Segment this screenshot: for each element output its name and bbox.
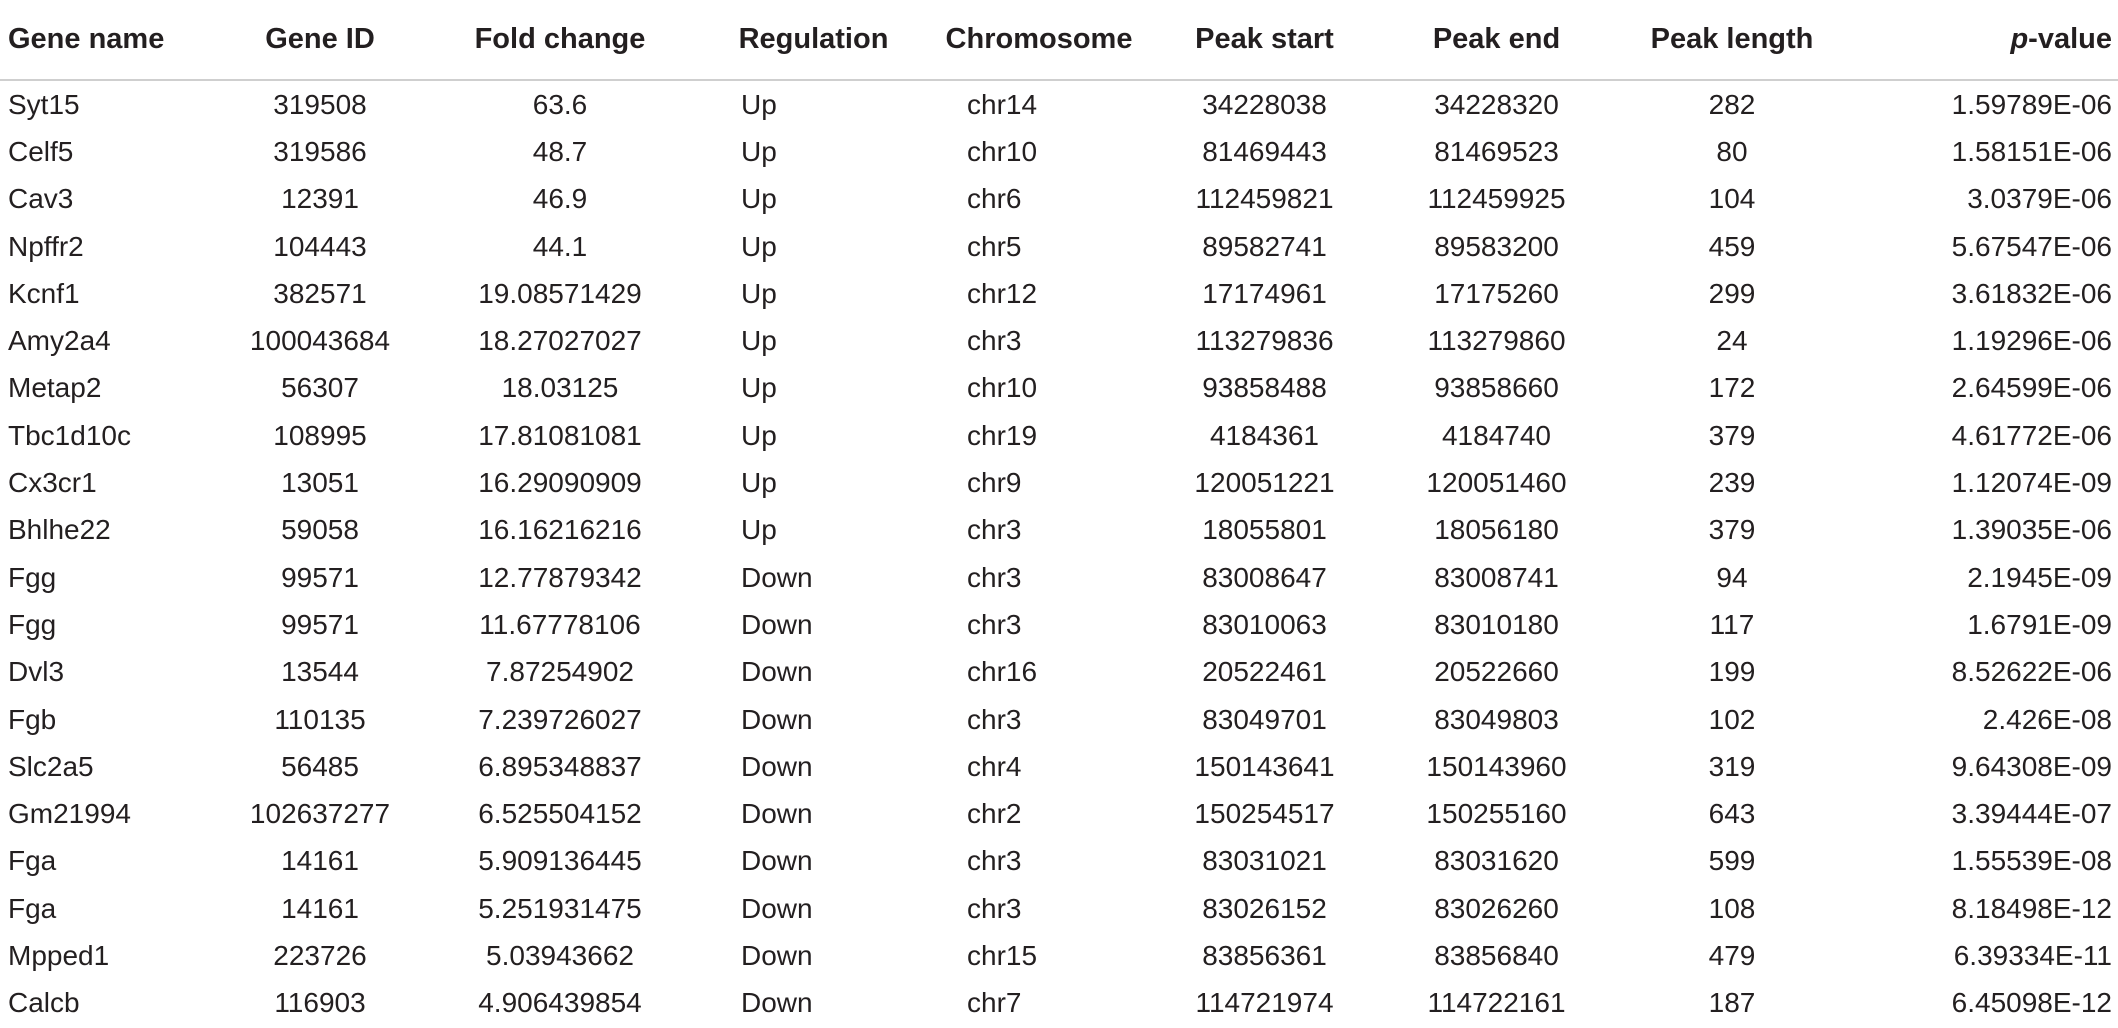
cell-gene-id: 100043684 — [249, 325, 391, 357]
header-chromosome: Chromosome — [927, 0, 1151, 80]
table-row — [0, 459, 2118, 506]
table-row — [0, 601, 2118, 648]
cell-peak-end: 83856840 — [1434, 939, 1559, 971]
cell-peak-length: 239 — [1708, 467, 1756, 499]
cell-p-value: 1.55539E-08 — [1951, 845, 2112, 877]
cell-peak-length: 172 — [1708, 372, 1756, 404]
cell-gene-id: 108995 — [273, 419, 367, 451]
cell-gene-id: 319508 — [273, 88, 367, 120]
cell-peak-end: 83008741 — [1434, 561, 1559, 593]
header-regulation: Regulation — [700, 0, 927, 80]
table-row — [0, 317, 2118, 364]
cell-gene-name: Tbc1d10c — [8, 419, 131, 451]
table-row — [0, 412, 2118, 459]
cell-peak-length: 108 — [1708, 892, 1756, 924]
table-row — [0, 270, 2118, 317]
table-row — [0, 176, 2118, 223]
cell-peak-start: 34228038 — [1202, 88, 1327, 120]
cell-peak-length: 643 — [1708, 798, 1756, 830]
header-p-italic: p — [2010, 23, 2029, 55]
cell-p-value: 9.64308E-09 — [1951, 750, 2112, 782]
table-row — [0, 696, 2118, 743]
table-row — [0, 932, 2118, 979]
cell-peak-end: 83031620 — [1434, 845, 1559, 877]
cell-regulation: Down — [741, 892, 813, 924]
cell-gene-name: Gm21994 — [8, 798, 131, 830]
cell-peak-length: 459 — [1708, 230, 1756, 262]
cell-fold-change: 18.27027027 — [478, 325, 642, 357]
cell-gene-name: Syt15 — [8, 88, 80, 120]
cell-peak-start: 114721974 — [1195, 987, 1334, 1019]
cell-regulation: Down — [741, 703, 813, 735]
header-row — [0, 0, 2118, 80]
cell-gene-id: 99571 — [281, 608, 359, 640]
cell-p-value: 2.1945E-09 — [1967, 561, 2112, 593]
cell-peak-start: 18055801 — [1202, 514, 1327, 546]
cell-fold-change: 5.251931475 — [478, 892, 642, 924]
table-row — [0, 838, 2118, 885]
cell-peak-start: 83008647 — [1202, 561, 1327, 593]
cell-peak-end: 17175260 — [1434, 277, 1559, 309]
cell-peak-length: 24 — [1716, 325, 1748, 357]
cell-chromosome: chr3 — [967, 845, 1022, 877]
cell-fold-change: 5.03943662 — [486, 939, 634, 971]
cell-peak-end: 150143960 — [1426, 750, 1567, 782]
cell-p-value: 3.61832E-06 — [1951, 277, 2112, 309]
table-row — [0, 885, 2118, 932]
cell-chromosome: chr3 — [967, 325, 1022, 357]
cell-gene-id: 13544 — [281, 656, 359, 688]
cell-gene-id: 12391 — [281, 183, 359, 215]
table-row — [0, 365, 2118, 412]
cell-regulation: Down — [741, 845, 813, 877]
cell-peak-end: 83026260 — [1434, 892, 1559, 924]
cell-peak-end: 89583200 — [1434, 230, 1559, 262]
cell-p-value: 1.12074E-09 — [1951, 467, 2112, 499]
cell-regulation: Up — [741, 325, 777, 357]
table-row — [0, 980, 2118, 1027]
cell-peak-start: 83026152 — [1202, 892, 1327, 924]
cell-peak-start: 150143641 — [1194, 750, 1335, 782]
cell-peak-start: 83031021 — [1202, 845, 1327, 877]
cell-gene-id: 13051 — [281, 467, 359, 499]
cell-gene-name: Celf5 — [8, 135, 74, 167]
cell-peak-start: 93858488 — [1202, 372, 1327, 404]
cell-fold-change: 48.7 — [532, 135, 588, 167]
cell-gene-id: 116903 — [274, 987, 366, 1019]
header-peak-start: Peak start — [1151, 0, 1378, 80]
header-peak-length: Peak length — [1615, 0, 1849, 80]
cell-peak-end: 20522660 — [1434, 656, 1559, 688]
cell-chromosome: chr12 — [967, 277, 1038, 309]
table-body — [0, 80, 2118, 1027]
cell-peak-end: 18056180 — [1434, 514, 1559, 546]
cell-peak-length: 379 — [1708, 514, 1756, 546]
cell-peak-start: 83049701 — [1202, 703, 1327, 735]
cell-p-value: 6.45098E-12 — [1951, 987, 2112, 1019]
cell-chromosome: chr15 — [967, 939, 1038, 971]
cell-gene-name: Cav3 — [8, 183, 74, 215]
cell-gene-id: 56307 — [281, 372, 359, 404]
cell-peak-length: 199 — [1708, 656, 1756, 688]
header-p-rest: -value — [2028, 23, 2112, 55]
cell-peak-length: 187 — [1708, 987, 1756, 1019]
cell-gene-id: 14161 — [281, 845, 359, 877]
cell-gene-name: Cx3cr1 — [8, 467, 97, 499]
cell-gene-id: 223726 — [273, 939, 367, 971]
header-gene-name: Gene name — [0, 0, 220, 80]
cell-peak-end: 81469523 — [1434, 135, 1559, 167]
cell-fold-change: 16.29090909 — [478, 467, 642, 499]
cell-regulation: Up — [741, 372, 777, 404]
cell-chromosome: chr10 — [967, 135, 1038, 167]
cell-p-value: 4.61772E-06 — [1951, 419, 2112, 451]
cell-gene-name: Fgb — [8, 703, 57, 735]
cell-p-value: 1.58151E-06 — [1951, 135, 2112, 167]
cell-peak-end: 113279860 — [1427, 325, 1566, 357]
cell-gene-name: Calcb — [8, 987, 80, 1019]
cell-peak-end: 34228320 — [1434, 88, 1559, 120]
table-row — [0, 507, 2118, 554]
header-fold-change: Fold change — [420, 0, 700, 80]
cell-gene-name: Kcnf1 — [8, 277, 80, 309]
cell-gene-id: 104443 — [273, 230, 367, 262]
cell-fold-change: 18.03125 — [501, 372, 619, 404]
cell-peak-end: 83049803 — [1434, 703, 1559, 735]
cell-chromosome: chr14 — [967, 88, 1038, 120]
cell-peak-length: 80 — [1716, 135, 1748, 167]
cell-fold-change: 6.895348837 — [478, 750, 642, 782]
cell-peak-length: 379 — [1708, 419, 1756, 451]
cell-fold-change: 7.239726027 — [478, 703, 642, 735]
cell-peak-end: 120051460 — [1426, 467, 1567, 499]
cell-chromosome: chr19 — [967, 419, 1038, 451]
cell-fold-change: 44.1 — [532, 230, 588, 262]
cell-p-value: 1.19296E-06 — [1951, 325, 2112, 357]
cell-peak-start: 83010063 — [1202, 608, 1327, 640]
cell-gene-id: 319586 — [273, 135, 367, 167]
cell-gene-name: Fga — [8, 845, 57, 877]
cell-p-value: 8.18498E-12 — [1951, 892, 2112, 924]
cell-gene-name: Dvl3 — [8, 656, 65, 688]
cell-peak-length: 599 — [1708, 845, 1756, 877]
cell-peak-start: 89582741 — [1202, 230, 1327, 262]
table-row — [0, 554, 2118, 601]
cell-chromosome: chr3 — [967, 514, 1022, 546]
cell-peak-length: 102 — [1708, 703, 1756, 735]
cell-peak-length: 479 — [1708, 939, 1756, 971]
cell-fold-change: 4.906439854 — [478, 987, 642, 1019]
cell-chromosome: chr3 — [967, 561, 1022, 593]
cell-chromosome: chr16 — [967, 656, 1038, 688]
cell-regulation: Up — [741, 277, 777, 309]
cell-gene-name: Amy2a4 — [8, 325, 111, 357]
cell-fold-change: 5.909136445 — [478, 845, 642, 877]
table-row — [0, 649, 2118, 696]
cell-p-value: 1.39035E-06 — [1951, 514, 2112, 546]
cell-peak-end: 114722161 — [1427, 987, 1566, 1019]
cell-gene-id: 382571 — [273, 277, 367, 309]
cell-peak-start: 113279836 — [1195, 325, 1334, 357]
cell-gene-name: Fgg — [8, 561, 57, 593]
cell-fold-change: 12.77879342 — [478, 561, 642, 593]
cell-p-value: 6.39334E-11 — [1953, 939, 2112, 971]
cell-gene-id: 110135 — [274, 703, 366, 735]
cell-gene-name: Fgg — [8, 608, 57, 640]
cell-regulation: Up — [741, 183, 777, 215]
cell-regulation: Down — [741, 798, 813, 830]
table-row — [0, 223, 2118, 270]
cell-gene-id: 99571 — [281, 561, 359, 593]
cell-fold-change: 63.6 — [532, 88, 588, 120]
cell-gene-name: Fga — [8, 892, 57, 924]
cell-peak-length: 94 — [1716, 561, 1748, 593]
cell-chromosome: chr2 — [967, 798, 1022, 830]
cell-chromosome: chr10 — [967, 372, 1038, 404]
cell-regulation: Up — [741, 230, 777, 262]
cell-gene-name: Npffr2 — [8, 230, 84, 262]
cell-peak-start: 17174961 — [1202, 277, 1327, 309]
table-row — [0, 80, 2118, 128]
cell-fold-change: 6.525504152 — [478, 798, 642, 830]
cell-regulation: Down — [741, 561, 813, 593]
cell-chromosome: chr3 — [967, 703, 1022, 735]
cell-peak-start: 20522461 — [1202, 656, 1327, 688]
cell-peak-start: 112459821 — [1195, 183, 1334, 215]
header-gene-id: Gene ID — [220, 0, 420, 80]
cell-fold-change: 7.87254902 — [486, 656, 634, 688]
cell-regulation: Down — [741, 608, 813, 640]
cell-regulation: Up — [741, 88, 777, 120]
cell-chromosome: chr7 — [967, 987, 1022, 1019]
cell-regulation: Down — [741, 750, 813, 782]
cell-gene-name: Slc2a5 — [8, 750, 94, 782]
cell-p-value: 5.67547E-06 — [1951, 230, 2112, 262]
cell-peak-end: 112459925 — [1427, 183, 1566, 215]
cell-chromosome: chr9 — [967, 467, 1022, 499]
cell-gene-name: Mpped1 — [8, 939, 110, 971]
cell-chromosome: chr5 — [967, 230, 1022, 262]
cell-regulation: Down — [741, 939, 813, 971]
cell-regulation: Up — [741, 419, 777, 451]
cell-peak-start: 150254517 — [1194, 798, 1335, 830]
cell-regulation: Down — [741, 656, 813, 688]
cell-peak-end: 83010180 — [1434, 608, 1559, 640]
cell-chromosome: chr6 — [967, 183, 1022, 215]
cell-peak-end: 150255160 — [1426, 798, 1567, 830]
cell-peak-length: 319 — [1708, 750, 1756, 782]
cell-gene-id: 56485 — [281, 750, 359, 782]
cell-fold-change: 19.08571429 — [478, 277, 642, 309]
cell-p-value: 1.6791E-09 — [1967, 608, 2112, 640]
cell-fold-change: 46.9 — [532, 183, 588, 215]
cell-fold-change: 16.16216216 — [478, 514, 642, 546]
cell-fold-change: 17.81081081 — [478, 419, 642, 451]
cell-fold-change: 11.67778106 — [479, 608, 641, 640]
cell-peak-length: 282 — [1708, 88, 1756, 120]
cell-regulation: Down — [741, 987, 813, 1019]
cell-gene-id: 59058 — [281, 514, 359, 546]
cell-regulation: Up — [741, 467, 777, 499]
header-p-value — [1849, 0, 2118, 80]
cell-regulation: Up — [741, 135, 777, 167]
header-peak-end: Peak end — [1378, 0, 1615, 80]
cell-p-value: 3.0379E-06 — [1967, 183, 2112, 215]
cell-peak-start: 120051221 — [1194, 467, 1335, 499]
table-row — [0, 790, 2118, 837]
cell-peak-start: 81469443 — [1202, 135, 1327, 167]
cell-gene-name: Bhlhe22 — [8, 514, 111, 546]
cell-p-value: 2.426E-08 — [1982, 703, 2112, 735]
cell-peak-end: 4184740 — [1441, 419, 1551, 451]
cell-p-value: 2.64599E-06 — [1951, 372, 2112, 404]
cell-gene-id: 102637277 — [249, 798, 391, 830]
table-row — [0, 743, 2118, 790]
cell-peak-length: 117 — [1709, 608, 1755, 640]
cell-peak-length: 299 — [1708, 277, 1756, 309]
cell-chromosome: chr3 — [967, 608, 1022, 640]
cell-peak-length: 104 — [1708, 183, 1756, 215]
cell-gene-name: Metap2 — [8, 372, 102, 404]
cell-peak-end: 93858660 — [1434, 372, 1559, 404]
cell-peak-start: 83856361 — [1202, 939, 1327, 971]
cell-p-value: 8.52622E-06 — [1951, 656, 2112, 688]
cell-regulation: Up — [741, 514, 777, 546]
cell-p-value: 1.59789E-06 — [1951, 88, 2112, 120]
table-row — [0, 128, 2118, 175]
cell-gene-id: 14161 — [281, 892, 359, 924]
cell-chromosome: chr3 — [967, 892, 1022, 924]
cell-p-value: 3.39444E-07 — [1951, 798, 2112, 830]
cell-chromosome: chr4 — [967, 750, 1022, 782]
cell-peak-start: 4184361 — [1209, 419, 1319, 451]
